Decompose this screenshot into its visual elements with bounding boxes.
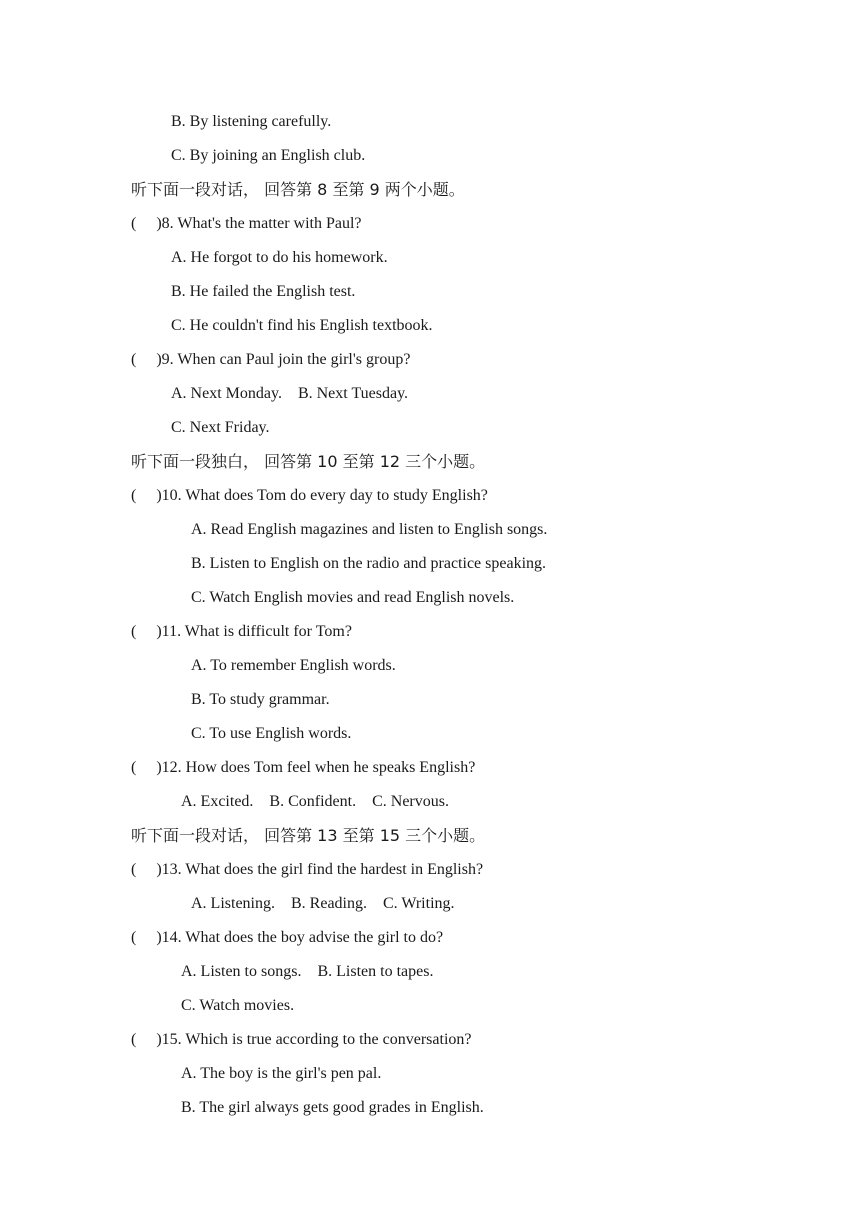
q12-option-c: C. Nervous.	[372, 793, 449, 810]
q13-option-b: B. Reading.	[291, 895, 367, 912]
q14-options-ab	[181, 962, 433, 982]
q15-option-a: A. The boy is the girl's pen pal.	[181, 1065, 382, 1082]
q12-option-a: A. Excited.	[181, 793, 254, 810]
q12-option-b: B. Confident.	[269, 793, 357, 810]
q11-option-c: C. To use English words.	[191, 725, 352, 742]
question-11: ( )11. What is difficult for Tom?	[131, 623, 352, 640]
section-instruction-q10-12: 听下面一段独白， 回答第 10 至第 12 三个小题。	[131, 452, 486, 471]
question-9: ( )9. When can Paul join the girl's group?	[131, 351, 411, 368]
q11-option-b: B. To study grammar.	[191, 691, 330, 708]
q14-option-b: B. Listen to tapes.	[317, 963, 434, 980]
q9-option-a: A. Next Monday.	[171, 385, 282, 402]
q9-options-ab	[171, 384, 408, 404]
q9-option-b: B. Next Tuesday.	[297, 385, 409, 402]
question-8: ( )8. What's the matter with Paul?	[131, 215, 362, 232]
q8-option-c: C. He couldn't find his English textbook.	[171, 317, 433, 334]
q13-option-a: A. Listening.	[191, 895, 275, 912]
q14-option-c: C. Watch movies.	[181, 997, 295, 1014]
question-14: ( )14. What does the boy advise the girl to do?	[131, 929, 444, 946]
q10-option-c: C. Watch English movies and read English novels.	[191, 589, 515, 606]
question-12: ( )12. How does Tom feel when he speaks English?	[131, 759, 476, 776]
question-13: ( )13. What does the girl find the hardest in English?	[131, 861, 484, 878]
question-10: ( )10. What does Tom do every day to study English?	[131, 487, 488, 504]
section-instruction-q13-15: 听下面一段对话， 回答第 13 至第 15 三个小题。	[131, 826, 486, 845]
q15-option-b: B. The girl always gets good grades in English.	[181, 1099, 484, 1116]
q10-option-a: A. Read English magazines and listen to English songs.	[191, 521, 548, 538]
q13-option-c: C. Writing.	[383, 895, 455, 912]
section-instruction-q8-9: 听下面一段对话， 回答第 8 至第 9 两个小题。	[131, 180, 465, 199]
q8-option-b: B. He failed the English test.	[171, 283, 356, 300]
q13-options	[191, 894, 455, 914]
q7-option-c: C. By joining an English club.	[171, 147, 366, 164]
q10-option-b: B. Listen to English on the radio and practice speaking.	[191, 555, 547, 572]
q14-option-a: A. Listen to songs.	[181, 963, 302, 980]
q7-option-b: B. By listening carefully.	[171, 113, 332, 130]
question-15: ( )15. Which is true according to the conversation?	[131, 1031, 472, 1048]
q12-options	[181, 792, 449, 812]
q11-option-a: A. To remember English words.	[191, 657, 396, 674]
q9-option-c: C. Next Friday.	[171, 419, 270, 436]
q8-option-a: A. He forgot to do his homework.	[171, 249, 388, 266]
